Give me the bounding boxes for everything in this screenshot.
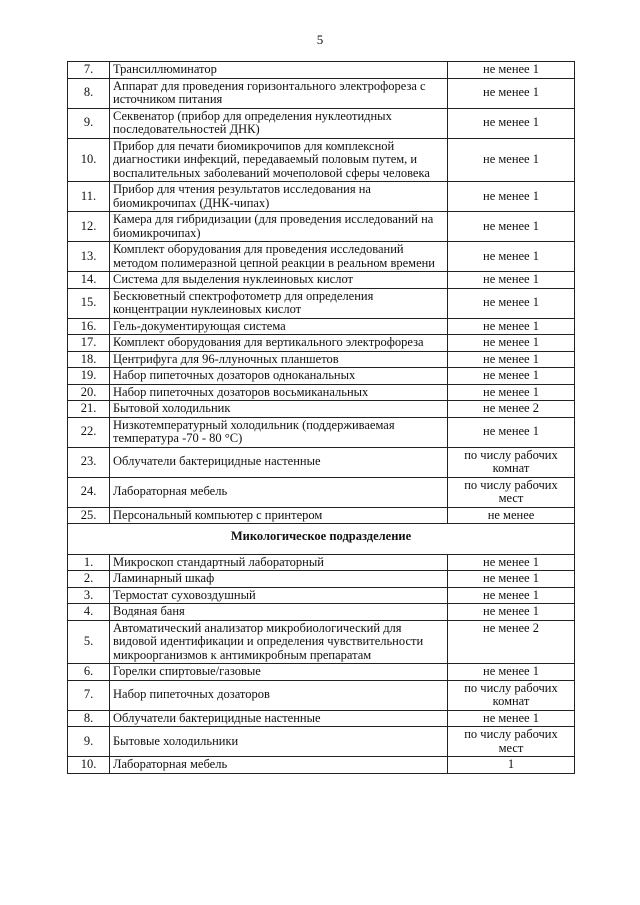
section-title: Микологическое подразделение	[68, 524, 575, 555]
equipment-quantity: не менее 1	[448, 62, 575, 79]
row-number: 8.	[68, 710, 110, 727]
table-row	[68, 727, 575, 757]
equipment-name: Низкотемпературный холодильник (поддерживаемая температура -70 - 80 °С)	[110, 417, 448, 447]
equipment-name: Камера для гибридизации (для проведения исследований на биомикрочипах)	[110, 212, 448, 242]
equipment-quantity: не менее	[448, 507, 575, 524]
equipment-quantity: не менее 1	[448, 571, 575, 588]
equipment-quantity: не менее 1	[448, 242, 575, 272]
row-number: 2.	[68, 571, 110, 588]
equipment-quantity: не менее 2	[448, 401, 575, 418]
equipment-name: Термостат суховоздушный	[110, 587, 448, 604]
table-row	[68, 62, 575, 79]
row-number: 8.	[68, 78, 110, 108]
equipment-name: Комплект оборудования для проведения исследований методом полимеразной цепной реакции в реальном времени	[110, 242, 448, 272]
equipment-quantity: по числу рабочих мест	[448, 477, 575, 507]
equipment-quantity: не менее 1	[448, 182, 575, 212]
table-row	[68, 288, 575, 318]
row-number: 18.	[68, 351, 110, 368]
table-row	[68, 507, 575, 524]
row-number: 20.	[68, 384, 110, 401]
table-row	[68, 587, 575, 604]
equipment-name: Прибор для печати биомикрочипов для комплексной диагностики инфекций, передаваемый половым путем, и воспалительных заболеваний мочеполовой сферы человека	[110, 138, 448, 182]
equipment-name: Прибор для чтения результатов исследования на биомикрочипах (ДНК-чипах)	[110, 182, 448, 212]
equipment-quantity: 1	[448, 757, 575, 774]
equipment-quantity: не менее 1	[448, 384, 575, 401]
row-number: 9.	[68, 727, 110, 757]
row-number: 19.	[68, 368, 110, 385]
table-row	[68, 242, 575, 272]
equipment-name: Персональный компьютер с принтером	[110, 507, 448, 524]
equipment-quantity: не менее 1	[448, 604, 575, 621]
equipment-name: Набор пипеточных дозаторов одноканальных	[110, 368, 448, 385]
equipment-quantity: не менее 1	[448, 78, 575, 108]
equipment-quantity: не менее 1	[448, 272, 575, 289]
row-number: 1.	[68, 554, 110, 571]
table-row	[68, 384, 575, 401]
equipment-quantity: не менее 1	[448, 138, 575, 182]
row-number: 13.	[68, 242, 110, 272]
row-number: 14.	[68, 272, 110, 289]
row-number: 10.	[68, 138, 110, 182]
equipment-name: Бескюветный спектрофотометр для определения концентрации нуклеиновых кислот	[110, 288, 448, 318]
page-number: 5	[316, 32, 324, 47]
equipment-name: Система для выделения нуклеиновых кислот	[110, 272, 448, 289]
table-row	[68, 272, 575, 289]
equipment-quantity: не менее 1	[448, 288, 575, 318]
equipment-name: Набор пипеточных дозаторов восьмиканальных	[110, 384, 448, 401]
equipment-quantity: не менее 1	[448, 587, 575, 604]
equipment-name: Секвенатор (прибор для определения нуклеотидных последовательностей ДНК)	[110, 108, 448, 138]
equipment-table-body	[68, 62, 575, 774]
equipment-name: Ламинарный шкаф	[110, 571, 448, 588]
equipment-quantity: по числу рабочих мест	[448, 727, 575, 757]
row-number: 22.	[68, 417, 110, 447]
row-number: 11.	[68, 182, 110, 212]
table-row	[68, 368, 575, 385]
table-row	[68, 554, 575, 571]
row-number: 16.	[68, 318, 110, 335]
equipment-quantity: не менее 2	[448, 620, 575, 664]
row-number: 9.	[68, 108, 110, 138]
row-number: 24.	[68, 477, 110, 507]
row-number: 3.	[68, 587, 110, 604]
row-number: 7.	[68, 680, 110, 710]
equipment-name: Лабораторная мебель	[110, 757, 448, 774]
table-row	[68, 710, 575, 727]
equipment-table	[67, 61, 575, 774]
equipment-name: Горелки спиртовые/газовые	[110, 664, 448, 681]
equipment-name: Облучатели бактерицидные настенные	[110, 710, 448, 727]
section-row	[68, 524, 575, 555]
table-row	[68, 351, 575, 368]
table-row	[68, 680, 575, 710]
table-row	[68, 664, 575, 681]
table-row	[68, 571, 575, 588]
equipment-name: Набор пипеточных дозаторов	[110, 680, 448, 710]
table-row	[68, 604, 575, 621]
equipment-quantity: не менее 1	[448, 368, 575, 385]
equipment-name: Бытовые холодильники	[110, 727, 448, 757]
row-number: 21.	[68, 401, 110, 418]
equipment-quantity: не менее 1	[448, 335, 575, 352]
equipment-name: Аппарат для проведения горизонтального электрофореза с источником питания	[110, 78, 448, 108]
row-number: 4.	[68, 604, 110, 621]
equipment-quantity: не менее 1	[448, 212, 575, 242]
equipment-name: Комплект оборудования для вертикального электрофореза	[110, 335, 448, 352]
equipment-name: Облучатели бактерицидные настенные	[110, 447, 448, 477]
table-row	[68, 108, 575, 138]
table-row	[68, 78, 575, 108]
equipment-name: Бытовой холодильник	[110, 401, 448, 418]
table-row	[68, 401, 575, 418]
equipment-name: Автоматический анализатор микробиологический для видовой идентификации и определения чувствительности микроорганизмов к антимикробным препаратам	[110, 620, 448, 664]
row-number: 17.	[68, 335, 110, 352]
row-number: 7.	[68, 62, 110, 79]
table-row	[68, 477, 575, 507]
table-row	[68, 620, 575, 664]
row-number: 10.	[68, 757, 110, 774]
equipment-quantity: по числу рабочих комнат	[448, 447, 575, 477]
equipment-name: Гель-документирующая система	[110, 318, 448, 335]
equipment-quantity: не менее 1	[448, 351, 575, 368]
table-row	[68, 757, 575, 774]
table-row	[68, 335, 575, 352]
table-row	[68, 182, 575, 212]
equipment-quantity: не менее 1	[448, 318, 575, 335]
row-number: 6.	[68, 664, 110, 681]
row-number: 23.	[68, 447, 110, 477]
row-number: 25.	[68, 507, 110, 524]
table-row	[68, 138, 575, 182]
table-row	[68, 318, 575, 335]
equipment-name: Водяная баня	[110, 604, 448, 621]
equipment-quantity: не менее 1	[448, 664, 575, 681]
row-number: 5.	[68, 620, 110, 664]
equipment-name: Микроскоп стандартный лабораторный	[110, 554, 448, 571]
equipment-quantity: не менее 1	[448, 417, 575, 447]
row-number: 15.	[68, 288, 110, 318]
equipment-name: Центрифуга для 96-ллуночных планшетов	[110, 351, 448, 368]
row-number: 12.	[68, 212, 110, 242]
table-row	[68, 447, 575, 477]
equipment-name: Лабораторная мебель	[110, 477, 448, 507]
equipment-quantity: не менее 1	[448, 108, 575, 138]
equipment-quantity: не менее 1	[448, 554, 575, 571]
equipment-name: Трансиллюминатор	[110, 62, 448, 79]
table-row	[68, 417, 575, 447]
equipment-quantity: не менее 1	[448, 710, 575, 727]
table-row	[68, 212, 575, 242]
equipment-quantity: по числу рабочих комнат	[448, 680, 575, 710]
